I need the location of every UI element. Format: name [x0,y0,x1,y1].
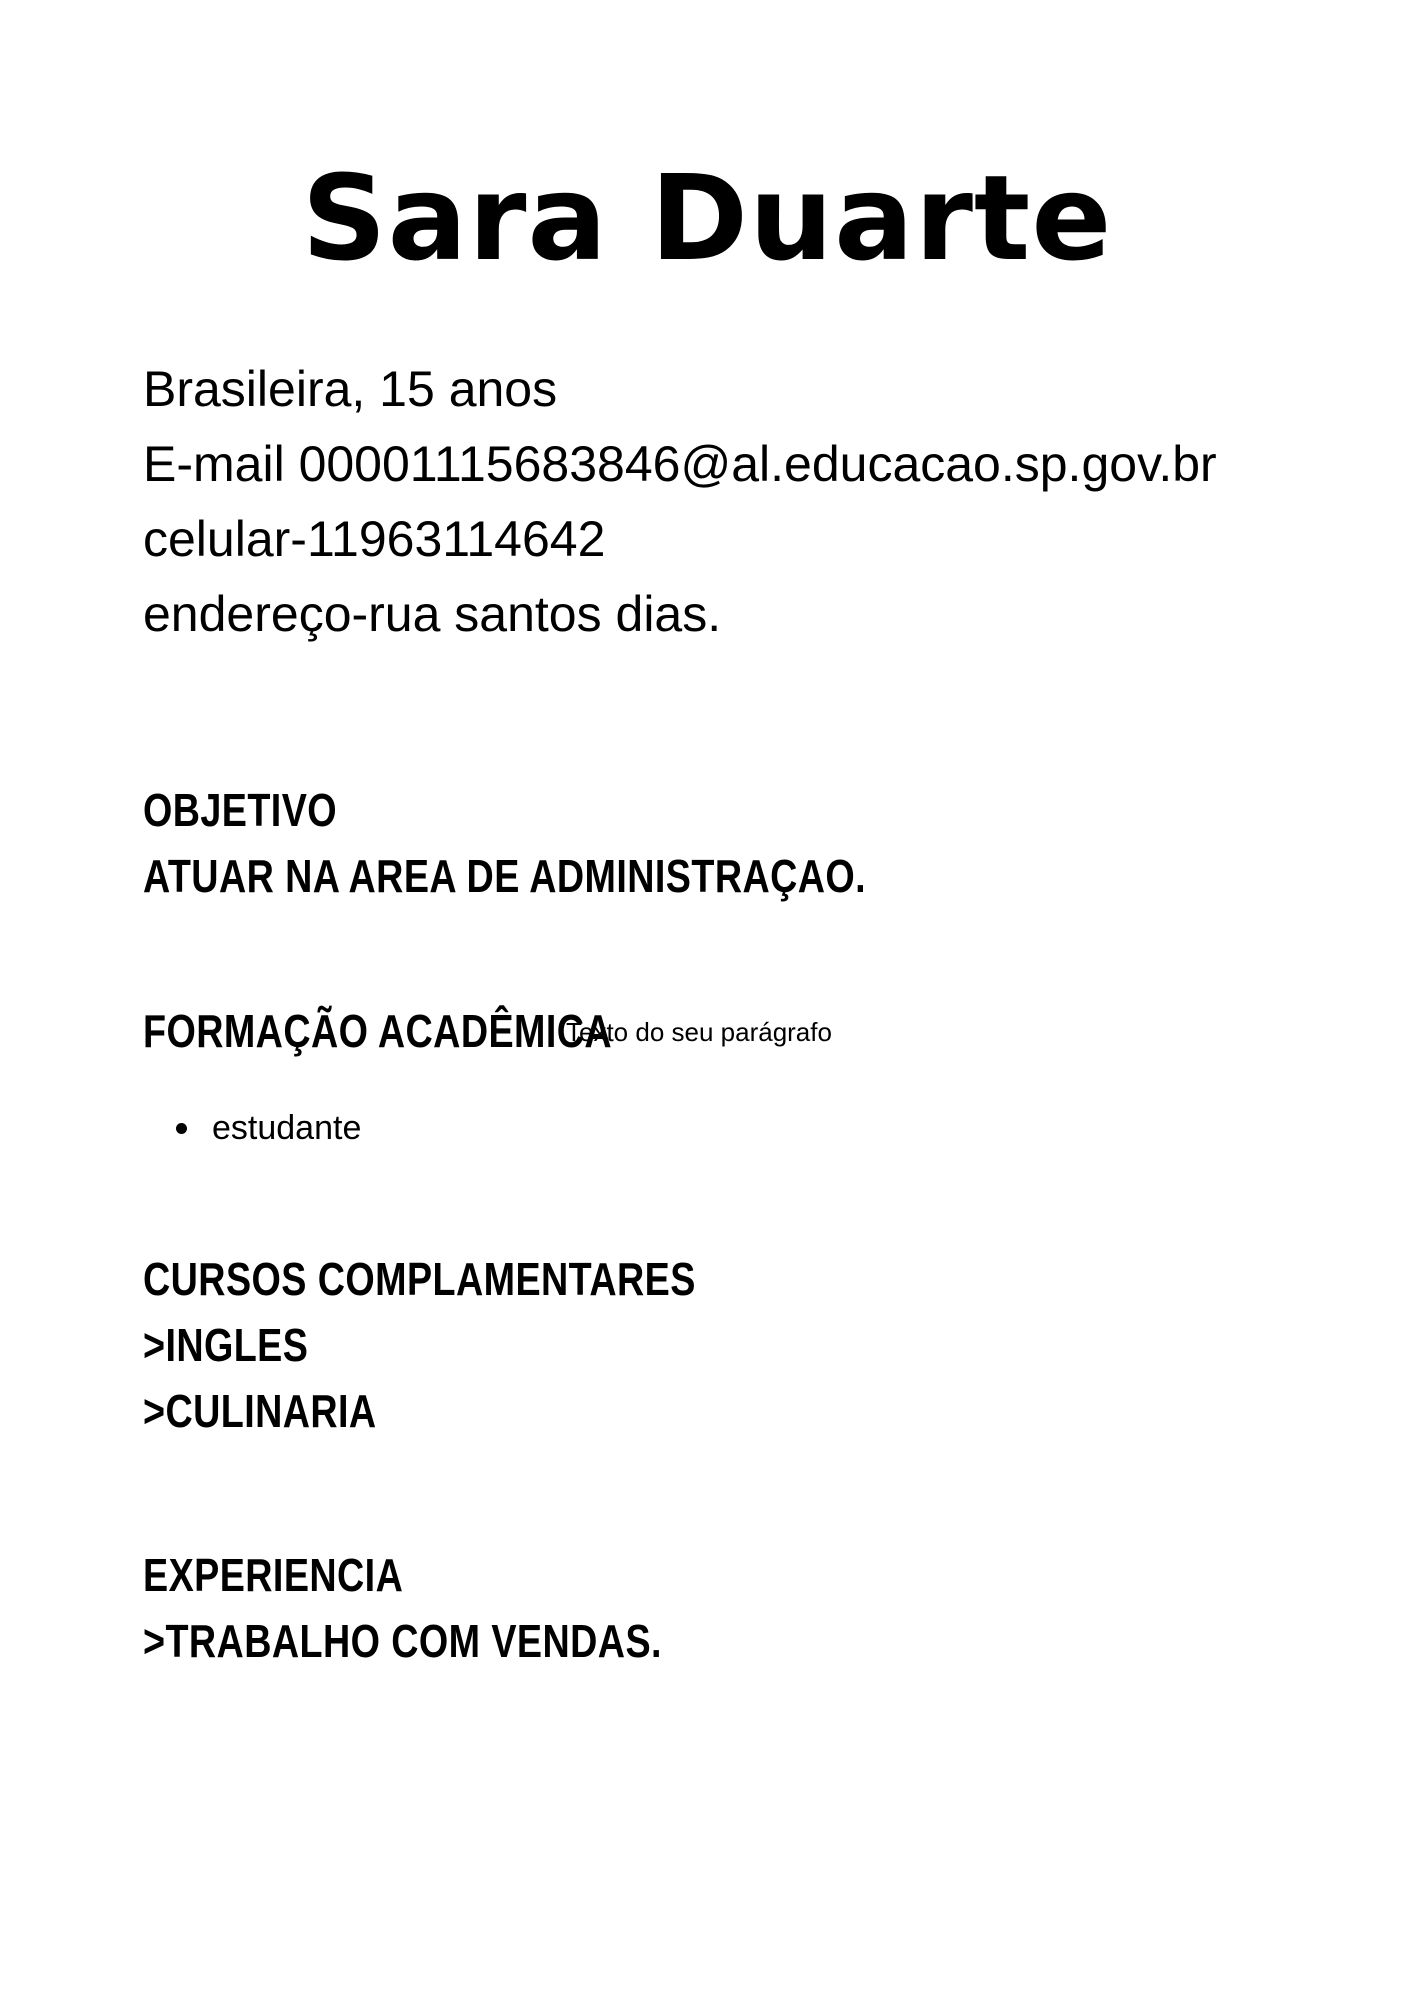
objective-section [143,777,866,909]
contact-block [143,352,1217,652]
objective-title: OBJETIVO [143,784,338,836]
education-item-label: estudante [212,1109,362,1147]
education-section [143,998,612,1064]
nationality-age: Brasileira, 15 anos [143,361,558,417]
paragraph-placeholder-text: Texto do seu parágrafo [566,1017,832,1047]
address-line: endereço-rua santos dias. [143,586,722,642]
list-item [172,1104,361,1152]
bullet-dot-icon [176,1123,187,1134]
course-item: >CULINARIA [143,1385,377,1437]
courses-section [143,1246,696,1444]
email-line: E-mail 00001115683846@al.educacao.sp.gov.br [143,436,1217,492]
education-list [172,1104,361,1152]
courses-title: CURSOS COMPLAMENTARES [143,1253,696,1305]
phone-line: celular-11963114642 [143,511,606,567]
course-item: >INGLES [143,1319,309,1371]
objective-text: ATUAR NA AREA DE ADMINISTRAÇAO. [143,850,867,902]
resume-name: Sara Duarte [301,149,1113,287]
experience-section [143,1542,662,1674]
experience-item: >TRABALHO COM VENDAS. [143,1615,662,1667]
education-title: FORMAÇÃO ACADÊMICA [143,1005,613,1057]
experience-title: EXPERIENCIA [143,1549,404,1601]
